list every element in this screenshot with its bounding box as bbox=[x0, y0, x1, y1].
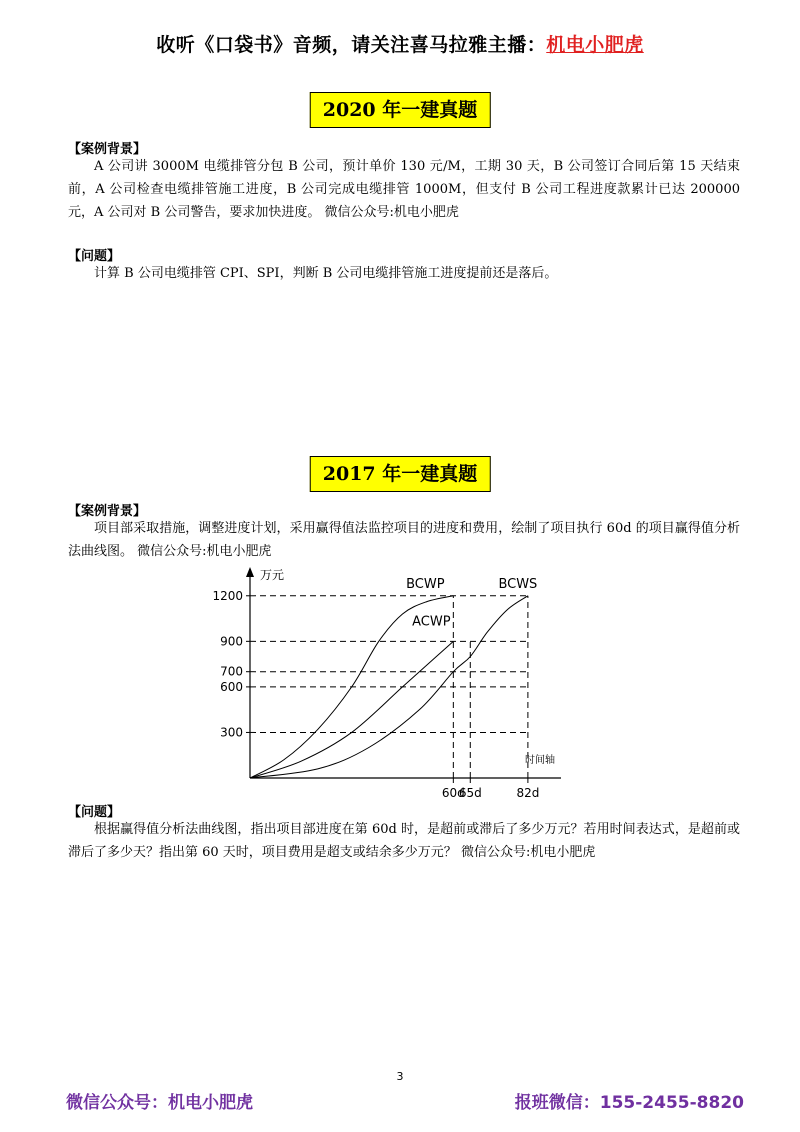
footer-contact: 报班微信：155-2455-8820 bbox=[514, 1093, 744, 1113]
section1-background-label: 【案例背景】 bbox=[68, 142, 147, 157]
y-tick-label-900: 900 bbox=[220, 634, 243, 649]
header-host-link[interactable]: 机电小肥虎 bbox=[546, 34, 644, 56]
x-tick-label-65: 65d bbox=[458, 786, 482, 800]
section1-title: 2020 年一建真题 bbox=[310, 92, 491, 128]
footer-wechat-account: 微信公众号：机电小肥虎 bbox=[66, 1093, 253, 1113]
y-axis-arrow bbox=[246, 567, 254, 577]
x-axis-label: 时间轴 bbox=[525, 755, 555, 766]
y-tick-label-300: 300 bbox=[220, 725, 243, 740]
series-label-bcwp: BCWP bbox=[406, 576, 445, 592]
y-axis-label: 万元 bbox=[260, 568, 285, 582]
series-label-acwp: ACWP bbox=[412, 614, 451, 630]
section2-question-label: 【问题】 bbox=[68, 805, 121, 820]
earned-value-chart bbox=[205, 563, 565, 803]
header-prefix: 收听《口袋书》音频，请关注喜马拉雅主播： bbox=[156, 34, 547, 56]
page-number: 3 bbox=[396, 1070, 404, 1083]
section1-background-text: A 公司讲 3000M 电缆排管分包 B 公司，预计单价 130 元/M，工期 30 天，B 公司签订合同后第 15 天结束前，A 公司检查电缆排管施工进度，B 公司完成电缆排管 1000M，但支付 B 公司工程进度款累计已达 200000 元，A 公司对 B 公司警告，要求加快进度。 微信公众号:机电小肥虎 bbox=[68, 159, 740, 220]
x-tick-label-60: 60d bbox=[441, 786, 465, 800]
y-tick-label-700: 700 bbox=[220, 664, 243, 679]
series-line-acwp bbox=[250, 641, 453, 778]
x-tick-label-82: 82d bbox=[516, 786, 540, 800]
section1-question-text: 计算 B 公司电缆排管 CPI、SPI，判断 B 公司电缆排管施工进度提前还是落后。 bbox=[94, 266, 558, 281]
earned-value-chart-svg bbox=[205, 563, 565, 803]
section2-background-label: 【案例背景】 bbox=[68, 504, 147, 519]
y-tick-label-600: 600 bbox=[220, 679, 243, 694]
section2-title: 2017 年一建真题 bbox=[310, 456, 491, 492]
series-label-bcws: BCWS bbox=[498, 576, 538, 592]
section2-background-text: 项目部采取措施，调整进度计划，采用赢得值法监控项目的进度和费用，绘制了项目执行 60d 的项目赢得值分析法曲线图。 微信公众号:机电小肥虎 bbox=[68, 521, 740, 559]
section1-question-label: 【问题】 bbox=[68, 249, 121, 264]
section2-question-text: 根据赢得值分析法曲线图，指出项目部进度在第 60d 时，是超前或滞后了多少万元？若用时间表达式，是超前或滞后了多少天？指出第 60 天时，项目费用是超支或结余多少万元？ 微信公众号:机电小肥虎 bbox=[68, 822, 740, 860]
page-header bbox=[0, 30, 800, 57]
y-tick-label-1200: 1200 bbox=[212, 588, 243, 603]
